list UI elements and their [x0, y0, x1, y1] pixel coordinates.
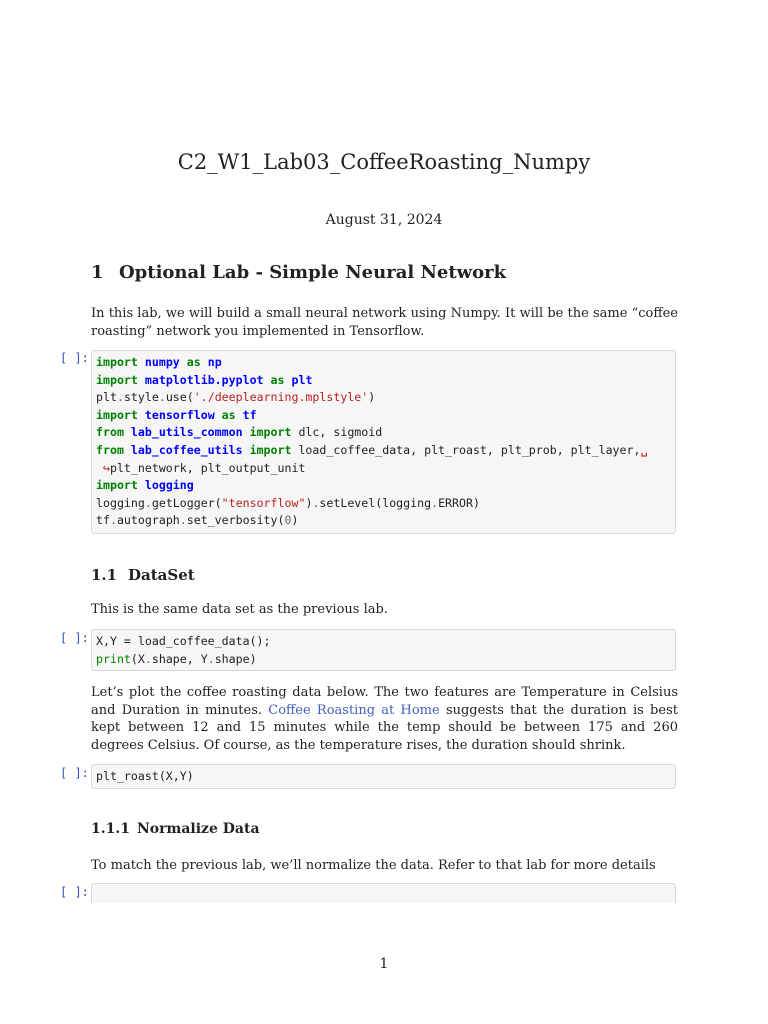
code-line: from lab_utils_common import dlc, sigmoid — [96, 425, 383, 440]
cell-prompt: [ ]: — [60, 351, 89, 365]
line-wrap-marker-icon: ␣ — [640, 442, 648, 457]
code-line: print(X.shape, Y.shape) — [96, 651, 257, 666]
code-line: logging.getLogger("tensorflow").setLevel(logging.ERROR) — [96, 495, 480, 510]
code-line: import logging — [96, 478, 194, 493]
cell-prompt: [ ]: — [60, 885, 89, 899]
cell-prompt: [ ]: — [60, 766, 89, 780]
section-title: Optional Lab - Simple Neural Network — [119, 262, 507, 283]
subsubsection-heading — [91, 821, 260, 837]
subsection-title: DataSet — [128, 566, 195, 584]
code-line: import tensorflow as tf — [96, 407, 257, 422]
code-cell-empty[interactable] — [91, 883, 676, 903]
code-line: from lab_coffee_utils import load_coffee_data, plt_roast, plt_prob, plt_layer,␣ — [96, 442, 648, 457]
coffee-roasting-link[interactable]: Coffee Roasting at Home — [268, 702, 440, 718]
page-number: 1 — [379, 956, 389, 972]
code-line: X,Y = load_coffee_data(); — [96, 634, 271, 648]
code-line: import matplotlib.pyplot as plt — [96, 372, 313, 387]
code-line: plt.style.use('./deeplearning.mplstyle') — [96, 390, 376, 405]
normalize-paragraph: To match the previous lab, we’ll normalize the data. Refer to that lab for more details — [91, 858, 656, 873]
section-number: 1 — [91, 262, 104, 283]
code-line: ↪plt_network, plt_output_unit — [102, 460, 306, 475]
subsubsection-number: 1.1.1 — [91, 821, 130, 837]
cell-prompt: [ ]: — [60, 631, 89, 645]
plot-paragraph: Let’s plot the coffee roasting data below. The two features are Temperature in Celsius and Duration in minutes. Coffee Roasting at Home suggests that the duration is best kept between 12 and 15 minutes while the temp should be between 175 and 260 degrees Celsius. Of course, as the temperature rises, the duration should shrink. — [91, 685, 678, 753]
section-heading — [91, 262, 506, 283]
document-title: C2_W1_Lab03_CoffeeRoasting_Numpy — [177, 150, 591, 174]
code-cell-imports[interactable] — [91, 350, 676, 534]
code-line: tf.autograph.set_verbosity(0) — [96, 513, 299, 528]
code-line: import numpy as np — [96, 355, 222, 369]
code-cell-plot-roast[interactable] — [91, 764, 676, 789]
code-cell-load-data[interactable] — [91, 629, 676, 671]
intro-paragraph: In this lab, we will build a small neural network using Numpy. It will be the same “coffee roasting” network you implemented in Tensorflow. — [91, 306, 678, 339]
subsection-number: 1.1 — [91, 566, 118, 584]
line-continuation-arrow-icon: ↪ — [102, 460, 110, 475]
code-line: plt_roast(X,Y) — [96, 769, 194, 783]
document-date: August 31, 2024 — [325, 212, 443, 228]
subsection-heading — [91, 566, 195, 584]
subsubsection-title: Normalize Data — [137, 821, 260, 837]
dataset-paragraph: This is the same data set as the previous lab. — [91, 602, 388, 617]
